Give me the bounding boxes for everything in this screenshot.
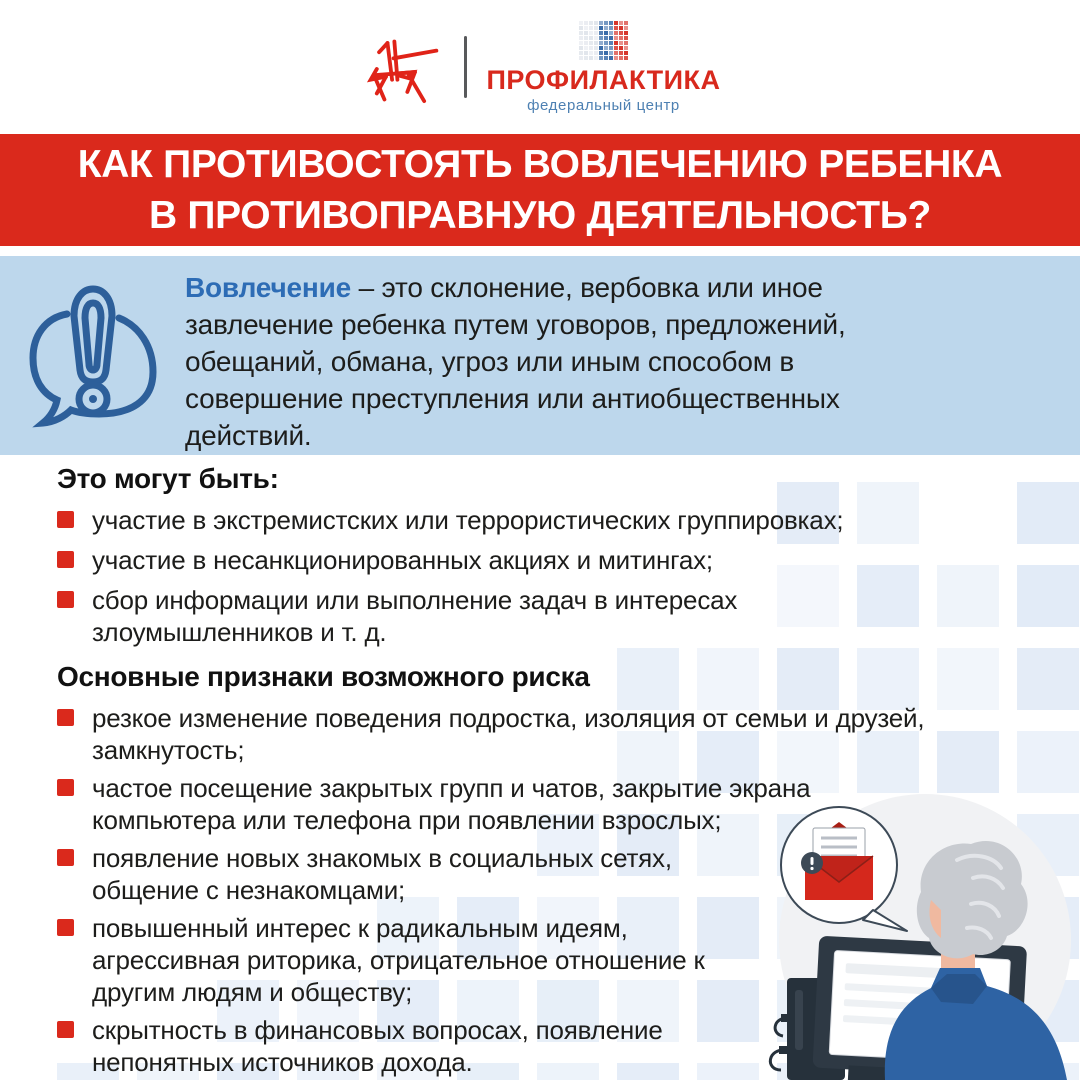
list-item-text: сбор информации или выполнение задач в интересах злоумышленников и т. д.: [92, 585, 738, 647]
list-item-text: повышенный интерес к радикальным идеям, агрессивная риторика, отрицательное отношение к другим людям и обществу;: [92, 913, 705, 1007]
brand-subtitle: федеральный центр: [527, 97, 680, 114]
alert-icon-wrap: [0, 256, 185, 432]
list-item-text: частое посещение закрытых групп и чатов, закрытие экрана компьютера или телефона при появлении взрослых;: [92, 773, 811, 835]
bullet-marker: [57, 779, 74, 796]
list-item-text: скрытность в финансовых вопросах, появление непонятных источников дохода.: [92, 1015, 663, 1077]
bullet-marker: [57, 1021, 74, 1038]
definition-box: [0, 256, 1080, 455]
title-line-1: КАК ПРОТИВОСТОЯТЬ ВОВЛЕЧЕНИЮ РЕБЕНКА: [77, 143, 1003, 186]
list-item-text: появление новых знакомых в социальных сетях, общение с незнакомцами;: [92, 843, 672, 905]
definition-body: – это склонение, вербовка или иное завлечение ребенка путем уговоров, предложений, обещаний, обмана, угроз или иным способом в совершение преступления или антиобщественных действий.: [185, 272, 846, 451]
brand-block: [487, 21, 721, 113]
section-1-heading: Это могут быть:: [57, 463, 279, 494]
definition-text: [185, 256, 945, 454]
list-item: [57, 584, 1060, 648]
person-computer-illustration: [735, 768, 1080, 1080]
list-item: [57, 702, 1060, 766]
header-divider: [464, 36, 467, 98]
list-item-text: резкое изменение поведения подростка, изоляция от семьи и друзей, замкнутость;: [92, 703, 925, 765]
bullet-marker: [57, 919, 74, 936]
list-item-text: участие в экстремистских или террористических группировках;: [92, 505, 844, 535]
chair-logo-icon: [360, 31, 444, 107]
definition-term: Вовлечение: [185, 272, 351, 303]
bullet-marker: [57, 709, 74, 726]
list-item: [57, 544, 1060, 576]
bullet-marker: [57, 511, 74, 528]
brand-name: ПРОФИЛАКТИКА: [486, 65, 721, 95]
title-line-2: В ПРОТИВОПРАВНУЮ ДЕЯТЕЛЬНОСТЬ?: [148, 194, 932, 237]
alert-speech-icon: [27, 284, 159, 432]
list-item-text: участие в несанкционированных акциях и митингах;: [92, 545, 713, 575]
bullet-marker: [57, 849, 74, 866]
bullet-marker: [57, 591, 74, 608]
header: [0, 0, 1080, 134]
pixel-grid-logo-icon: [579, 21, 628, 60]
list-item: [57, 504, 1060, 536]
title-banner: [0, 134, 1080, 246]
section-2-heading: Основные признаки возможного риска: [57, 661, 590, 692]
bullet-marker: [57, 551, 74, 568]
section-1-list: [57, 504, 1060, 648]
